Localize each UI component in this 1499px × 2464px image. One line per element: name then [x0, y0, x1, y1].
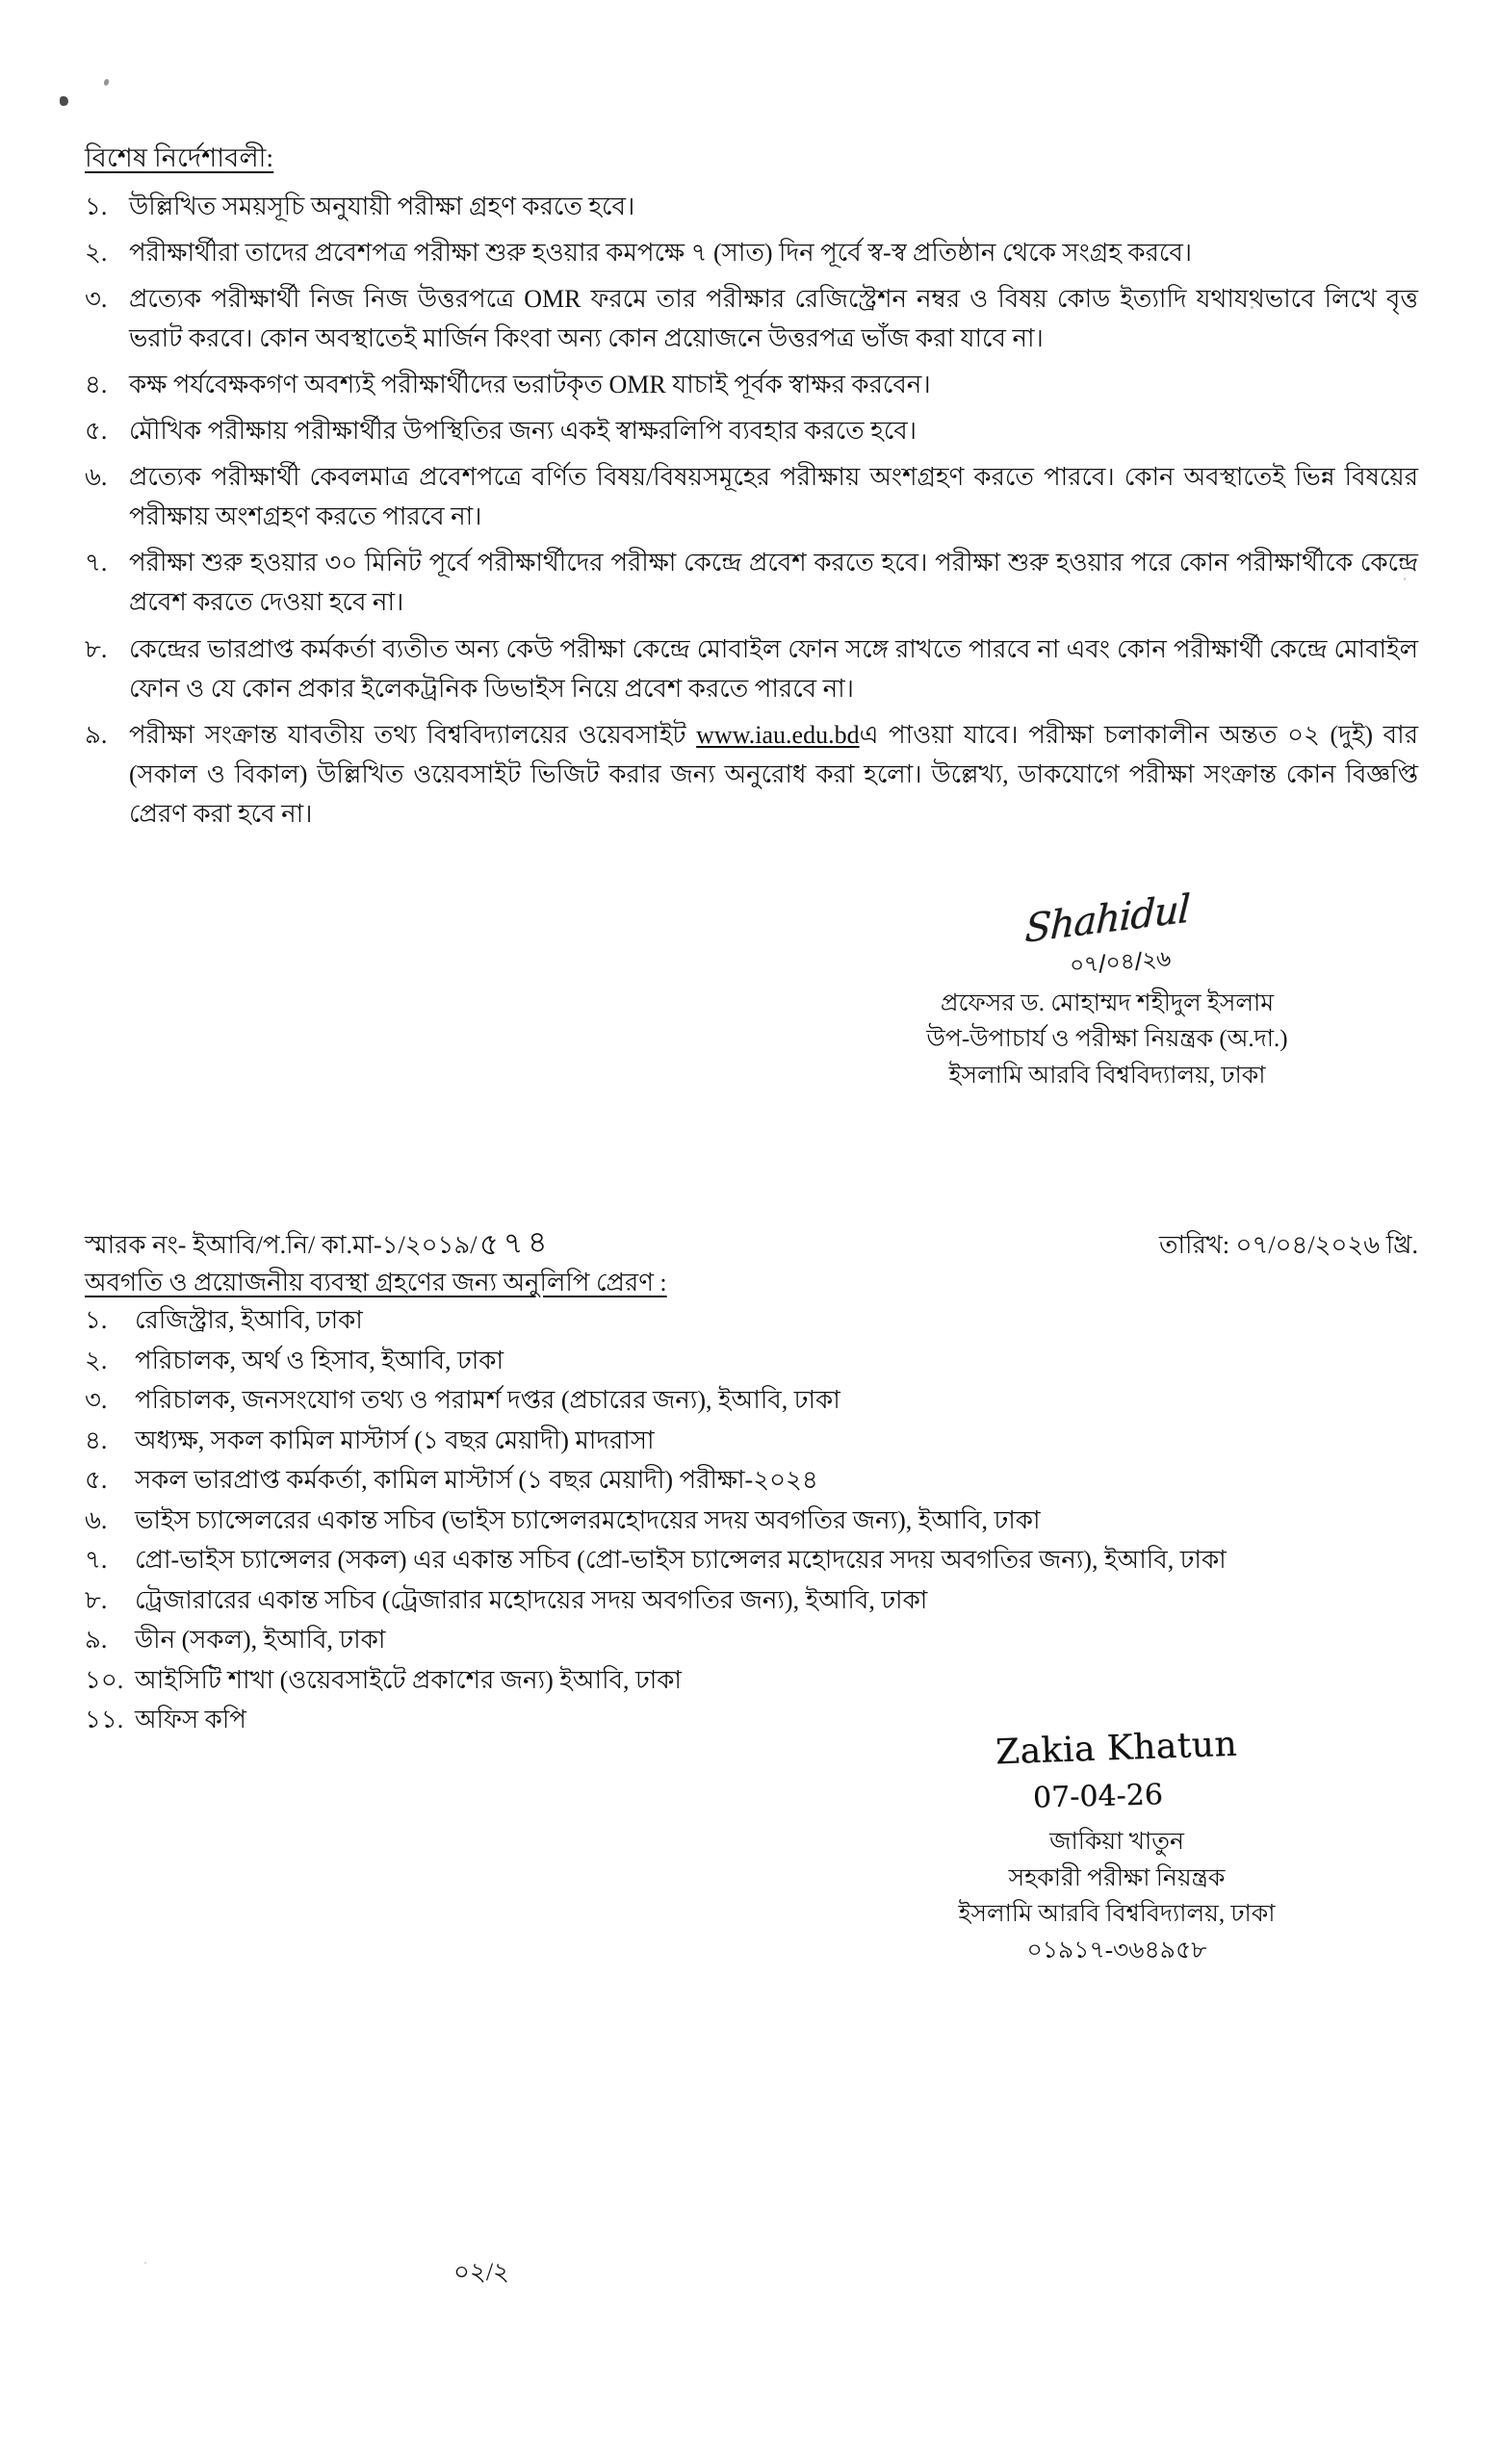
copy-distribution-list [85, 1301, 1418, 1741]
instruction-text-after-url: এ পাওয়া যাবে। পরীক্ষা চলাকালীন অন্তত ০২ (দুই) বার (সকাল ও বিকাল) উল্লিখিত ওয়েবসাইট ভিজিট করার জন্য অনুরোধ করা হলো। উল্লেখ্য, ডাকযোগে পরীক্ষা সংক্রান্ত কোন বিজ্ঞপ্তি প্রেরণ করা হবে না। [129, 720, 1418, 828]
instruction-text: উল্লিখিত সময়সূচি অনুযায়ী পরীক্ষা গ্রহণ করতে হবে। [129, 192, 635, 220]
instruction-item [85, 365, 1418, 404]
instructions-list [85, 187, 1418, 834]
copy-item-text: সকল ভারপ্রাপ্ত কর্মকর্তা, কামিল মাস্টার্স (১ বছর মেয়াদী) পরীক্ষা-২০২৪ [135, 1466, 818, 1495]
memo-date: তারিখ: ০৭/০৪/২০২৬ খ্রি. [1158, 1231, 1418, 1259]
copy-item-number: ২. [85, 1346, 108, 1374]
instruction-item [85, 279, 1418, 358]
copy-item-text: রেজিস্ট্রার, ইআবি, ঢাকা [135, 1306, 363, 1334]
instruction-text-before-url: পরীক্ষা সংক্রান্ত যাবতীয় তথ্য বিশ্ববিদ্যালয়ের ওয়েবসাইট [129, 720, 697, 749]
copy-item-number: ৯. [85, 1626, 108, 1655]
instruction-text: পরীক্ষার্থীরা তাদের প্রবেশপত্র পরীক্ষা শুরু হওয়ার কমপক্ষে ৭ (সাত) দিন পূর্বে স্ব-স্ব প্রতিষ্ঠান থেকে সংগ্রহ করবে। [129, 238, 1193, 267]
scan-artifact [60, 96, 68, 106]
instruction-number: ৪. [85, 371, 108, 399]
handwritten-signature-primary: Shahidul [1023, 886, 1191, 952]
instruction-text: কেন্দ্রের ভারপ্রাপ্ত কর্মকর্তা ব্যতীত অন্য কেউ পরীক্ষা কেন্দ্রে মোবাইল ফোন সঙ্গে রাখতে পারবে না এবং কোন পরীক্ষার্থী কেন্দ্রে মোবাইল ফোন ও যে কোন প্রকার ইলেকট্রনিক ডিভাইস নিয়ে প্রবেশ করতে পারবে না। [129, 634, 1418, 703]
instruction-number: ২. [85, 238, 108, 267]
copy-item-number: ৬. [85, 1505, 108, 1534]
instruction-text: মৌখিক পরীক্ষায় পরীক্ষার্থীর উপস্থিতির জন্য একই স্বাক্ষরলিপি ব্যবহার করতে হবে। [129, 417, 917, 446]
copy-item-number: ১১. [85, 1706, 124, 1734]
instruction-text: প্রত্যেক পরীক্ষার্থী নিজ নিজ উত্তরপত্রে OMR ফরমে তার পরীক্ষার রেজিস্ট্রেশন নম্বর ও বিষয় কোড ইত্যাদি যথাযথভাবে লিখে বৃত্ত ভরাট করবে। কোন অবস্থাতেই মার্জিন কিংবা অন্য কোন প্রয়োজনে উত্তরপত্র ভাঁজ করা যাবে না। [129, 284, 1418, 352]
instruction-number: ৫. [85, 417, 108, 446]
instruction-number: ৬. [85, 463, 108, 492]
copy-item-text: পরিচালক, জনসংযোগ তথ্য ও পরামর্শ দপ্তর (প্রচারের জন্য), ইআবি, ঢাকা [135, 1386, 840, 1415]
instruction-item [85, 411, 1418, 450]
list-item [85, 1661, 1418, 1700]
scan-artifact [103, 78, 110, 86]
handwritten-signature-secondary: Zakia Khatun [995, 1724, 1239, 1773]
instruction-number: ৮. [85, 634, 108, 663]
controller-signature-block [838, 886, 1377, 1093]
assistant-controller-signature-block [866, 1723, 1367, 1968]
copy-item-text: পরিচালক, অর্থ ও হিসাব, ইআবি, ঢাকা [135, 1346, 504, 1374]
copy-item-number: ৭. [85, 1546, 108, 1575]
signatory-institution: ইসলামি আরবি বিশ্ববিদ্যালয়, ঢাকা [958, 1901, 1276, 1927]
signatory-name: প্রফেসর ড. মোহাম্মদ শহীদুল ইসলাম [940, 989, 1275, 1016]
list-item [85, 1621, 1418, 1659]
copy-item-number: ৪. [85, 1425, 108, 1454]
signatory-name: জাকিয়া খাতুন [1049, 1829, 1184, 1855]
list-item [85, 1422, 1418, 1460]
copy-item-number: ১০. [85, 1665, 124, 1694]
instruction-number: ৩. [85, 284, 108, 313]
special-instructions-section [85, 142, 1418, 840]
instruction-text: কক্ষ পর্যবেক্ষকগণ অবশ্যই পরীক্ষার্থীদের ভরাটকৃত OMR যাচাই পূর্বক স্বাক্ষর করবেন। [129, 371, 931, 399]
signatory-phone: ০১৯১৭-৩৬৪৯৫৮ [1026, 1937, 1207, 1964]
copy-item-number: ৩. [85, 1386, 108, 1415]
instruction-number: ৭. [85, 549, 108, 578]
instruction-text: পরীক্ষা শুরু হওয়ার ৩০ মিনিট পূর্বে পরীক্ষার্থীদের পরীক্ষা কেন্দ্রে প্রবেশ করতে হবে। পরীক্ষা শুরু হওয়ার পরে কোন পরীক্ষার্থীকে কেন্দ্রে প্রবেশ করতে দেওয়া হবে না। [129, 549, 1418, 617]
list-item [85, 1342, 1418, 1380]
special-instructions-heading: বিশেষ নির্দেশাবলী: [85, 143, 274, 172]
signatory-institution: ইসলামি আরবি বিশ্ববিদ্যালয়, ঢাকা [948, 1062, 1266, 1089]
copy-item-text: অফিস কপি [135, 1706, 246, 1734]
signatory-designation: উপ-উপাচার্য ও পরীক্ষা নিয়ন্ত্রক (অ.দা.) [926, 1026, 1288, 1052]
signatory-designation: সহকারী পরীক্ষা নিয়ন্ত্রক [1008, 1864, 1226, 1891]
handwritten-signature-date-secondary: 07-04-26 [1032, 1778, 1163, 1815]
copy-item-text: প্রো-ভাইস চ্যান্সেলর (সকল) এর একান্ত সচিব (প্রো-ভাইস চ্যান্সেলর মহোদয়ের সদয় অবগতির জন্য), ইআবি, ঢাকা [135, 1546, 1227, 1575]
list-item [85, 1381, 1418, 1420]
page-number: ০২/২ [453, 2258, 509, 2286]
list-item [85, 1502, 1418, 1540]
memo-number-label: স্মারক নং- ইআবি/প.নি/ কা.মা-১/২০১৯/ [85, 1231, 478, 1259]
memo-number-handwritten: ৫৭৪ [478, 1224, 553, 1263]
handwritten-signature-date-primary: ০৭/০৪/২৬ [1069, 946, 1173, 979]
copy-item-number: ১. [85, 1306, 108, 1334]
list-item [85, 1581, 1418, 1620]
instruction-item-website [85, 715, 1418, 834]
instruction-item [85, 233, 1418, 272]
copy-item-text: ট্রেজারারের একান্ত সচিব (ট্রেজারার মহোদয়ের সদয় অবগতির জন্য), ইআবি, ঢাকা [135, 1585, 928, 1614]
instruction-number: ৯. [85, 720, 108, 749]
copy-item-number: ৮. [85, 1585, 108, 1614]
list-item [85, 1461, 1418, 1500]
list-item [85, 1301, 1418, 1340]
instruction-number: ১. [85, 192, 108, 220]
copy-distribution-heading: অবগতি ও প্রয়োজনীয় ব্যবস্থা গ্রহণের জন্য অনুলিপি প্রেরণ : [85, 1269, 667, 1296]
instruction-item [85, 629, 1418, 708]
copy-item-text: ডীন (সকল), ইআবি, ঢাকা [135, 1626, 386, 1655]
copy-item-text: আইসিটি শাখা (ওয়েবসাইটে প্রকাশের জন্য) ইআবি, ঢাকা [135, 1665, 682, 1694]
list-item [85, 1541, 1418, 1579]
copy-item-text: অধ্যক্ষ, সকল কামিল মাস্টার্স (১ বছর মেয়াদী) মাদরাসা [135, 1425, 655, 1454]
instruction-text [129, 715, 1418, 834]
copy-item-number: ৫. [85, 1466, 108, 1495]
instruction-item [85, 187, 1418, 226]
instruction-text: প্রত্যেক পরীক্ষার্থী কেবলমাত্র প্রবেশপত্রে বর্ণিত বিষয়/বিষয়সমূহের পরীক্ষায় অংশগ্রহণ করতে পারবে। কোন অবস্থাতেই ভিন্ন বিষয়ের পরীক্ষায় অংশগ্রহণ করতে পারবে না। [129, 463, 1418, 531]
instruction-item [85, 457, 1418, 536]
copy-item-text: ভাইস চ্যান্সেলরের একান্ত সচিব (ভাইস চ্যান্সেলরমহোদয়ের সদয় অবগতির জন্য), ইআবি, ঢাকা [135, 1505, 1041, 1534]
instruction-item [85, 543, 1418, 622]
university-website-link[interactable]: www.iau.edu.bd [696, 720, 860, 749]
